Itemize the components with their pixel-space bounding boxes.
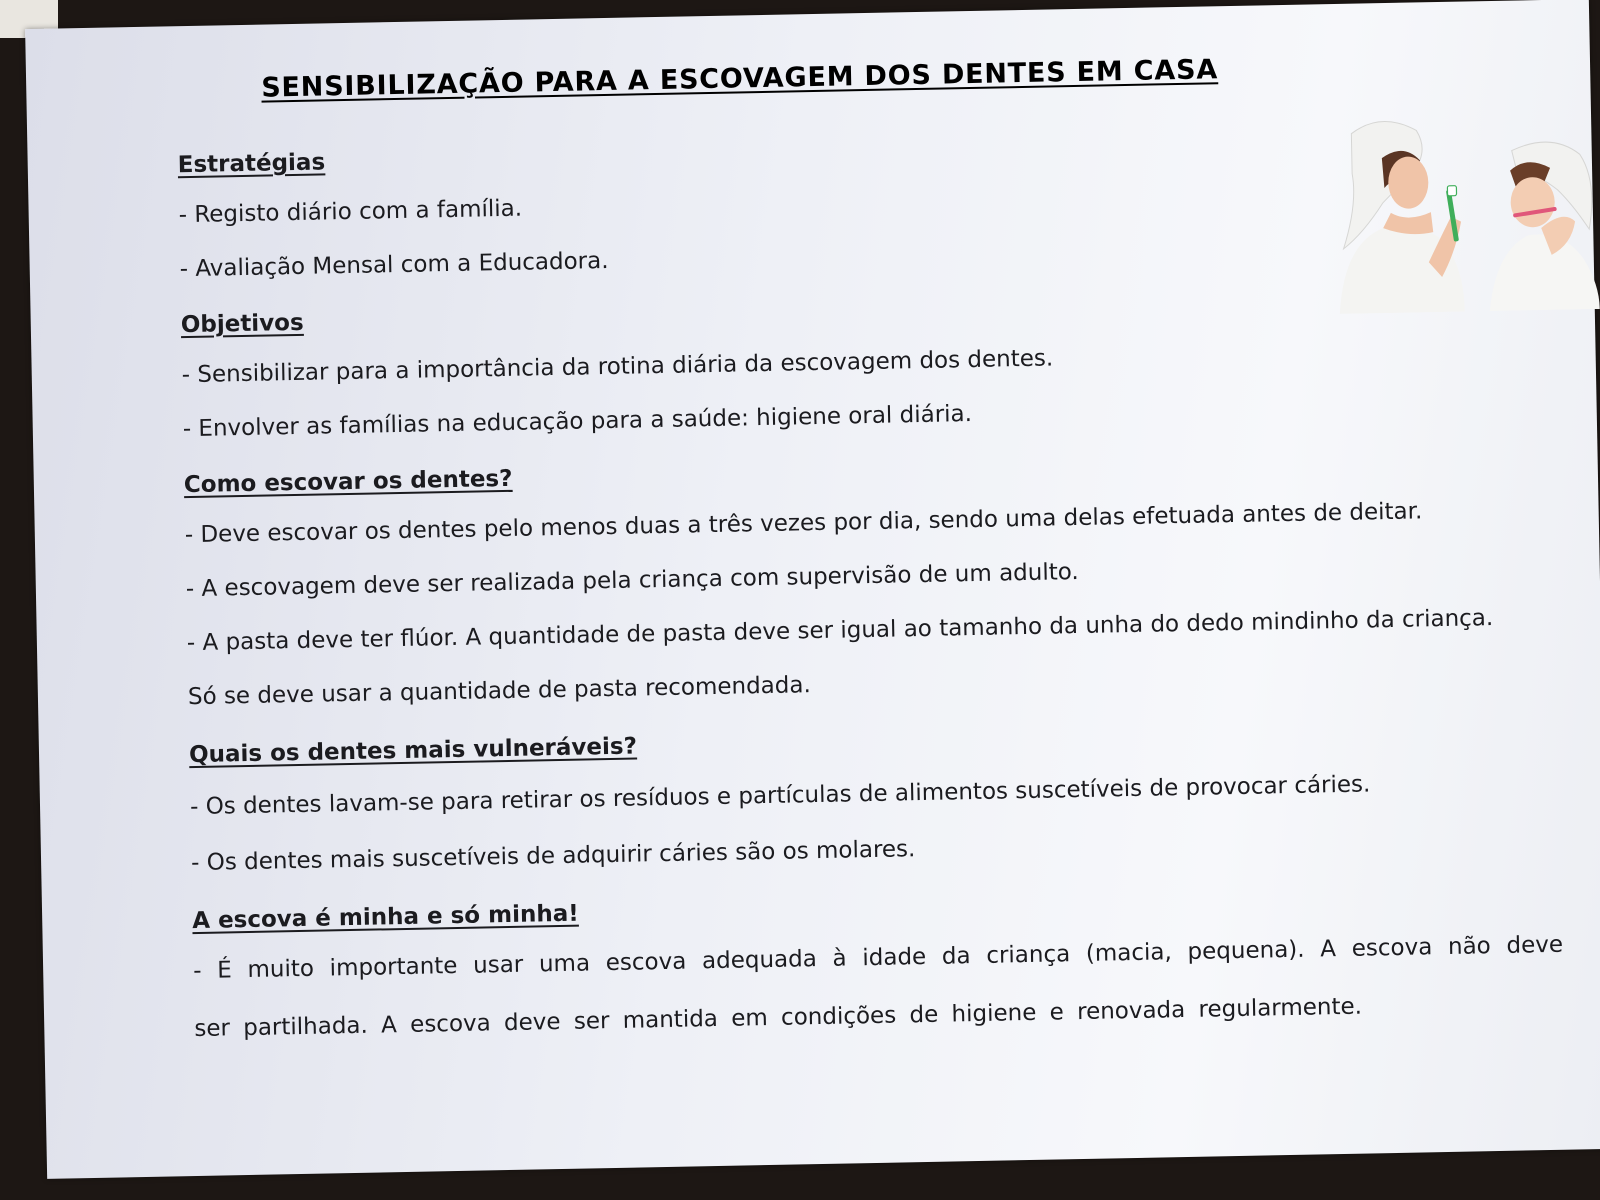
vulnerable-teeth-item: - Os dentes lavam-se para retirar os resíduos e partículas de alimentos suscetíveis de provocar cáries. xyxy=(189,771,1371,821)
strategy-item: - Registo diário com a família. xyxy=(178,195,523,229)
brushing-item: - Deve escovar os dentes pelo menos duas a três vezes por dia, sendo uma delas efetuada antes de deitar. xyxy=(184,498,1423,549)
section-heading-a-escova: A escova é minha e só minha! xyxy=(192,900,579,935)
objective-item: - Sensibilizar para a importância da rotina diária da escovagem dos dentes. xyxy=(181,345,1054,389)
brushing-item: Só se deve usar a quantidade de pasta recomendada. xyxy=(187,672,812,711)
vulnerable-teeth-item: - Os dentes mais suscetíveis de adquirir cáries são os molares. xyxy=(190,836,916,877)
mother-and-child-brushing-teeth-photo xyxy=(1311,109,1600,315)
section-heading-como-escovar: Como escovar os dentes? xyxy=(183,465,513,499)
section-heading-objetivos: Objetivos xyxy=(180,309,304,339)
toothbrush-paragraph: - É muito importante usar uma escova adequada à idade da criança (macia, pequena). A escova não deve ser partilhada. A escova deve ser mantida em condições de higiene e renovada regularmente. xyxy=(192,931,1564,1043)
section-heading-dentes-vulneraveis: Quais os dentes mais vulneráveis? xyxy=(188,733,638,769)
section-heading-estrategias: Estratégias xyxy=(177,149,326,179)
brushing-item: - A pasta deve ter flúor. A quantidade de pasta deve ser igual ao tamanho da unha do dedo mindinho da criança. xyxy=(186,605,1494,657)
brushing-item: - A escovagem deve ser realizada pela criança com supervisão de um adulto. xyxy=(185,558,1079,603)
document-page xyxy=(25,0,1600,1179)
objective-item: - Envolver as famílias na educação para a saúde: higiene oral diária. xyxy=(182,401,973,443)
page-title: SENSIBILIZAÇÃO PARA A ESCOVAGEM DOS DENTES EM CASA xyxy=(260,54,1219,104)
strategy-item: - Avaliação Mensal com a Educadora. xyxy=(179,247,609,283)
